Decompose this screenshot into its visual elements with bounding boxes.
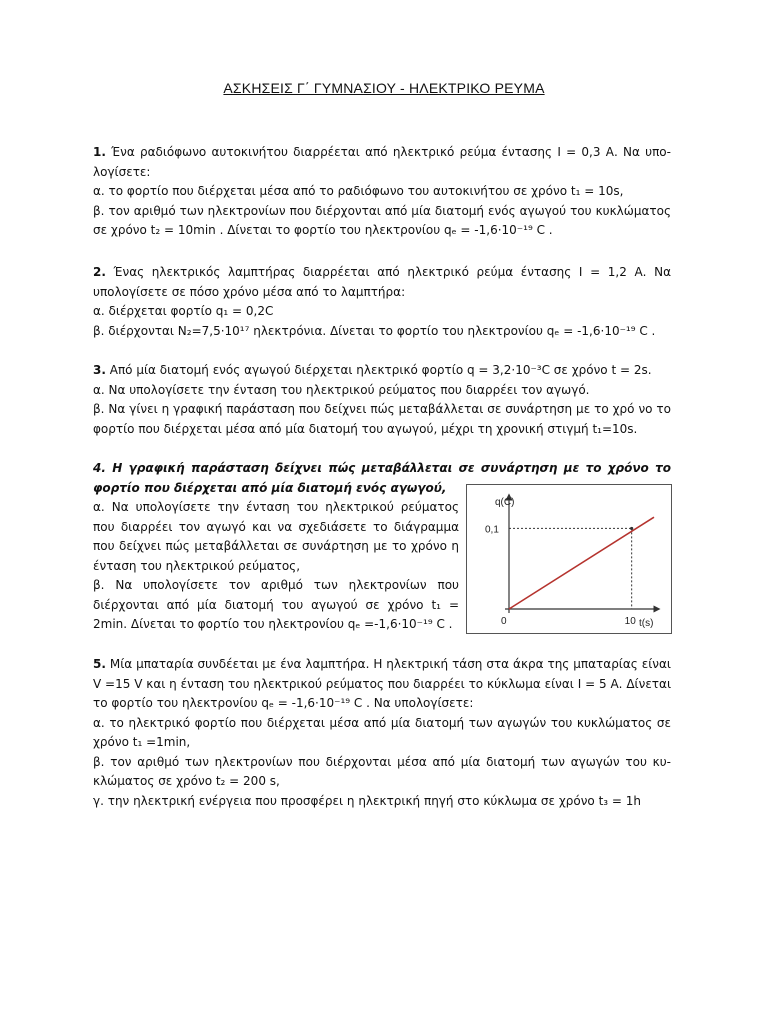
x-tick-label: 0 — [501, 616, 507, 627]
exercise-3-part-b: β. Να γίνει η γραφική παράσταση που δείχνει πώς μεταβάλλεται σε συνάρτηση με το χρό νο το φορτίο που διέρχεται μέσα από μία διατομή του αγωγού, μέχρι τη χρονική στιγμή t₁=10s. — [93, 402, 671, 436]
exercise-1-intro — [93, 143, 671, 182]
exercise-3-part-a: α. Να υπολογίσετε την ένταση του ηλεκτρικού ρεύματος που διαρρέει τον αγωγό. — [93, 382, 590, 397]
exercise-2-part-b: β. διέρχονται N₂=7,5·10¹⁷ ηλεκτρόνια. Δίνεται το φορτίο του ηλεκτρονίου qₑ = -1,6·10⁻¹⁹ C . — [93, 323, 656, 338]
exercise-1-part-a: α. το φορτίο που διέρχεται μέσα από το ραδιόφωνο του αυτοκινήτου σε χρόνο t₁ = 10s, — [93, 184, 624, 198]
exercise-4-part-a: α. Να υπολογίσετε την ένταση του ηλεκτρικού ρεύματος που διαρρέει τον αγωγό και να σχεδιάσετε το διάγραμμα που δείχνει πώς μεταβάλλεται σε συνάρτηση με το χρόνο η ένταση του ηλεκτρικού ρεύματος, — [93, 500, 459, 573]
exercise-2-intro-text: Ένας ηλεκτρικός λαμπτήρας διαρρέεται από ηλεκτρικό ρεύμα έντασης Ι = 1,2 Α. Να υπολογίσετε σε πόσο χρόνο μέσα από το λαμπτήρα: — [93, 265, 671, 299]
y-tick-label: 0,1 — [485, 524, 499, 536]
exercise-5-part-a: α. το ηλεκτρικό φορτίο που διέρχεται μέσα από μία διατομή των αγωγών του κυκλώματος σε χρόνο t₁ =1min, — [93, 715, 671, 749]
exercise-4-parts — [93, 498, 459, 635]
exercise-2-part-a: α. διέρχεται φορτίο q₁ = 0,2C — [93, 304, 274, 318]
data-point — [630, 527, 633, 530]
y-axis-label: q(C) — [495, 497, 515, 508]
chart-svg — [467, 485, 671, 633]
exercise-number: 5. — [93, 657, 106, 671]
charge-time-graph — [466, 484, 672, 634]
exercise-4-part-b: β. Να υπολογίσετε τον αριθμό των ηλεκτρονίων που διέρχονται από μία διατομή του αγωγού σε χρόνο t₁ = 2min. Δίνεται το φορτίο του ηλεκτρονίου qₑ =-1,6·10⁻¹⁹ C . — [93, 578, 459, 631]
exercise-3 — [93, 361, 671, 439]
exercise-2 — [93, 263, 671, 341]
exercise-1-part-b: β. τον αριθμό των ηλεκτρονίων που διέρχονται από μία διατομή ενός αγωγού του κυκλώματος σε χρόνο t₂ = 10min . Δίνεται το φορτίο του ηλεκτρονίου qₑ = -1,6·10⁻¹⁹ C . — [93, 203, 671, 237]
exercise-3-intro-text: Από μία διατομή ενός αγωγού διέρχεται ηλεκτρικό φορτίο q = 3,2·10⁻³C σε χρόνο t = 2s. — [109, 363, 652, 377]
exercise-5 — [93, 655, 671, 811]
exercise-1-intro-text: Ένα ραδιόφωνο αυτοκινήτου διαρρέεται από ηλεκτρικό ρεύμα έντασης Ι = 0,3 Α. Να υπο-λογίσετε: — [93, 145, 671, 179]
x-axis-label: t(s) — [639, 618, 654, 629]
exercise-5-part-b: β. τον αριθμό των ηλεκτρονίων που διέρχονται μέσα από μία διατομή των αγωγών του κυ-κλώματος σε χρόνο t₂ = 200 s, — [93, 754, 671, 788]
exercise-number: 1. — [93, 145, 106, 159]
exercise-2-intro — [93, 263, 671, 302]
x-tick-label: 10 — [624, 616, 636, 627]
series-line — [509, 517, 654, 609]
exercise-5-part-c: γ. την ηλεκτρική ενέργεια που προσφέρει η ηλεκτρική πηγή στο κύκλωμα σε χρόνο t₃ = 1h — [93, 793, 642, 808]
exercise-4-intro-text: Η γραφική παράσταση δείχνει πώς μεταβάλλεται σε συνάρτηση με το χρόνο το φορτίο που διέρχεται από μία διατομή ενός αγωγού, — [93, 461, 671, 495]
exercise-1 — [93, 143, 671, 241]
exercise-5-intro-text: Μία μπαταρία συνδέεται με ένα λαμπτήρα. Η ηλεκτρική τάση στα άκρα της μπαταρίας είναι V =15 V και η ένταση του ηλεκτρικού ρεύματος που διαρρέει το κύκλωμα είναι Ι = 5 Α. Δίνεται το φορτίο του ηλεκτρονίου qₑ = -1,6·10⁻¹⁹ C . Να υπολογίσετε: — [93, 657, 671, 710]
exercise-5-intro — [93, 655, 671, 714]
page-title: ΑΣΚΗΣΕΙΣ Γ΄ ΓΥΜΝΑΣΙΟΥ - ΗΛΕΚΤΡΙΚΟ ΡΕΥΜΑ — [223, 80, 545, 96]
exercise-number: 2. — [93, 265, 106, 279]
exercise-number: 3. — [93, 363, 106, 377]
exercise-3-intro — [93, 361, 671, 381]
exercise-number: 4. — [93, 461, 106, 475]
